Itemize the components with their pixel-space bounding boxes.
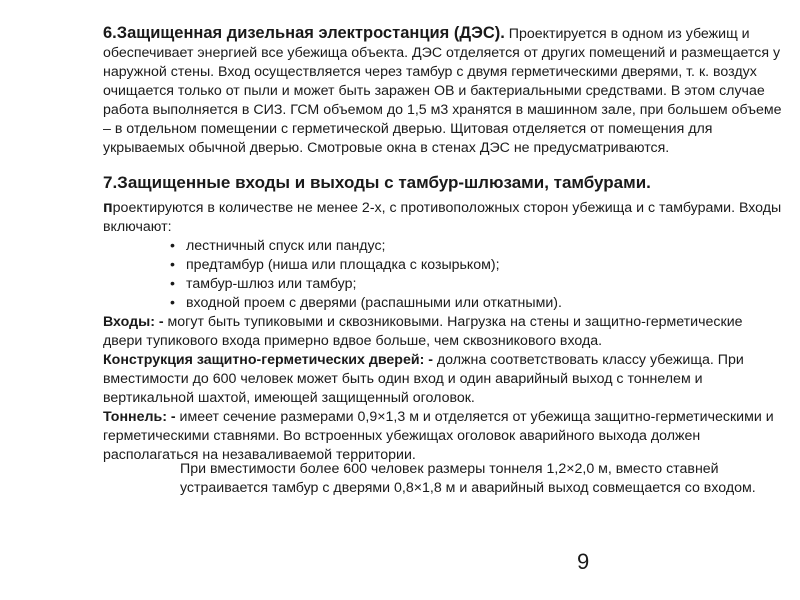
section-7-intro-text: роектируются в количестве не менее 2-х, с противоположных сторон убежища и с тамбурами. Входы включают: bbox=[103, 200, 782, 235]
section-6-heading: 6.Защищенная дизельная электростанция (ДЭС). bbox=[103, 24, 505, 42]
entrances-paragraph bbox=[103, 313, 783, 351]
tunnel-paragraph bbox=[103, 408, 783, 465]
list-item: • лестничный спуск или пандус; bbox=[168, 237, 562, 256]
doors-label: Конструкция защитно-герметических дверей: - bbox=[103, 352, 437, 368]
section-6-text: Проектируется в одном из убежищ и обеспечивает энергией все убежища объекта. ДЭС отделяется от других помещений и размещается у наружной стены. Вход осуществляется через тамбур с двумя герметическими дверями, т. к. воздух очищается только от пыли и может быть заражен ОВ и бактериальными средствами. В этом случае работа выполняется в СИЗ. ГСМ объемом до 1,5 м3 хранятся в машинном зале, при большем объеме – в отдельном помещении с герметической дверью. Щитовая отделяется от помещения для укрываемых обычной дверью. Смотровые окна в стенах ДЭС не предусматриваются. bbox=[103, 26, 782, 156]
doors-paragraph bbox=[103, 351, 783, 408]
tunnel-note-paragraph: При вместимости более 600 человек размеры тоннеля 1,2×2,0 м, вместо ставней устраивается тамбур с дверями 0,8×1,8 м и аварийный выход совмещается со входом. bbox=[180, 461, 756, 496]
entrance-components-list bbox=[168, 237, 562, 313]
doors-text: должна соответствовать классу убежища. При вместимости до 600 человек может быть один вход и один аварийный выход с тоннелем и вертикальной шахтой, имеющей защищенный оголовок. bbox=[103, 352, 744, 406]
tunnel-label: Тоннель: - bbox=[103, 409, 180, 425]
page-number: 9 bbox=[577, 549, 590, 574]
details-block bbox=[103, 313, 783, 465]
list-item: • предтамбур (ниша или площадка с козырьком); bbox=[168, 256, 562, 275]
list-item: • тамбур-шлюз или тамбур; bbox=[168, 275, 562, 294]
section-7-heading: 7.Защищенные входы и выходы с тамбур-шлюзами, тамбурами. bbox=[103, 173, 651, 192]
section-6-paragraph bbox=[103, 24, 783, 158]
section-7-intro-first-letter: п bbox=[103, 199, 113, 216]
section-7-intro bbox=[103, 198, 783, 237]
list-item: • входной проем с дверями (распашными или откатными). bbox=[168, 294, 562, 313]
entrances-label: Входы: - bbox=[103, 314, 168, 330]
entrances-text: могут быть тупиковыми и сквозниковыми. Нагрузка на стены и защитно-герметические двери тупикового входа примерно вдвое больше, чем сквозникового входа. bbox=[103, 314, 743, 349]
tunnel-text: имеет сечение размерами 0,9×1,3 м и отделяется от убежища защитно-герметическими и герметическими ставнями. Во встроенных убежищах оголовок аварийного выхода должен располагаться на незаваливаемой территории. bbox=[103, 409, 774, 463]
